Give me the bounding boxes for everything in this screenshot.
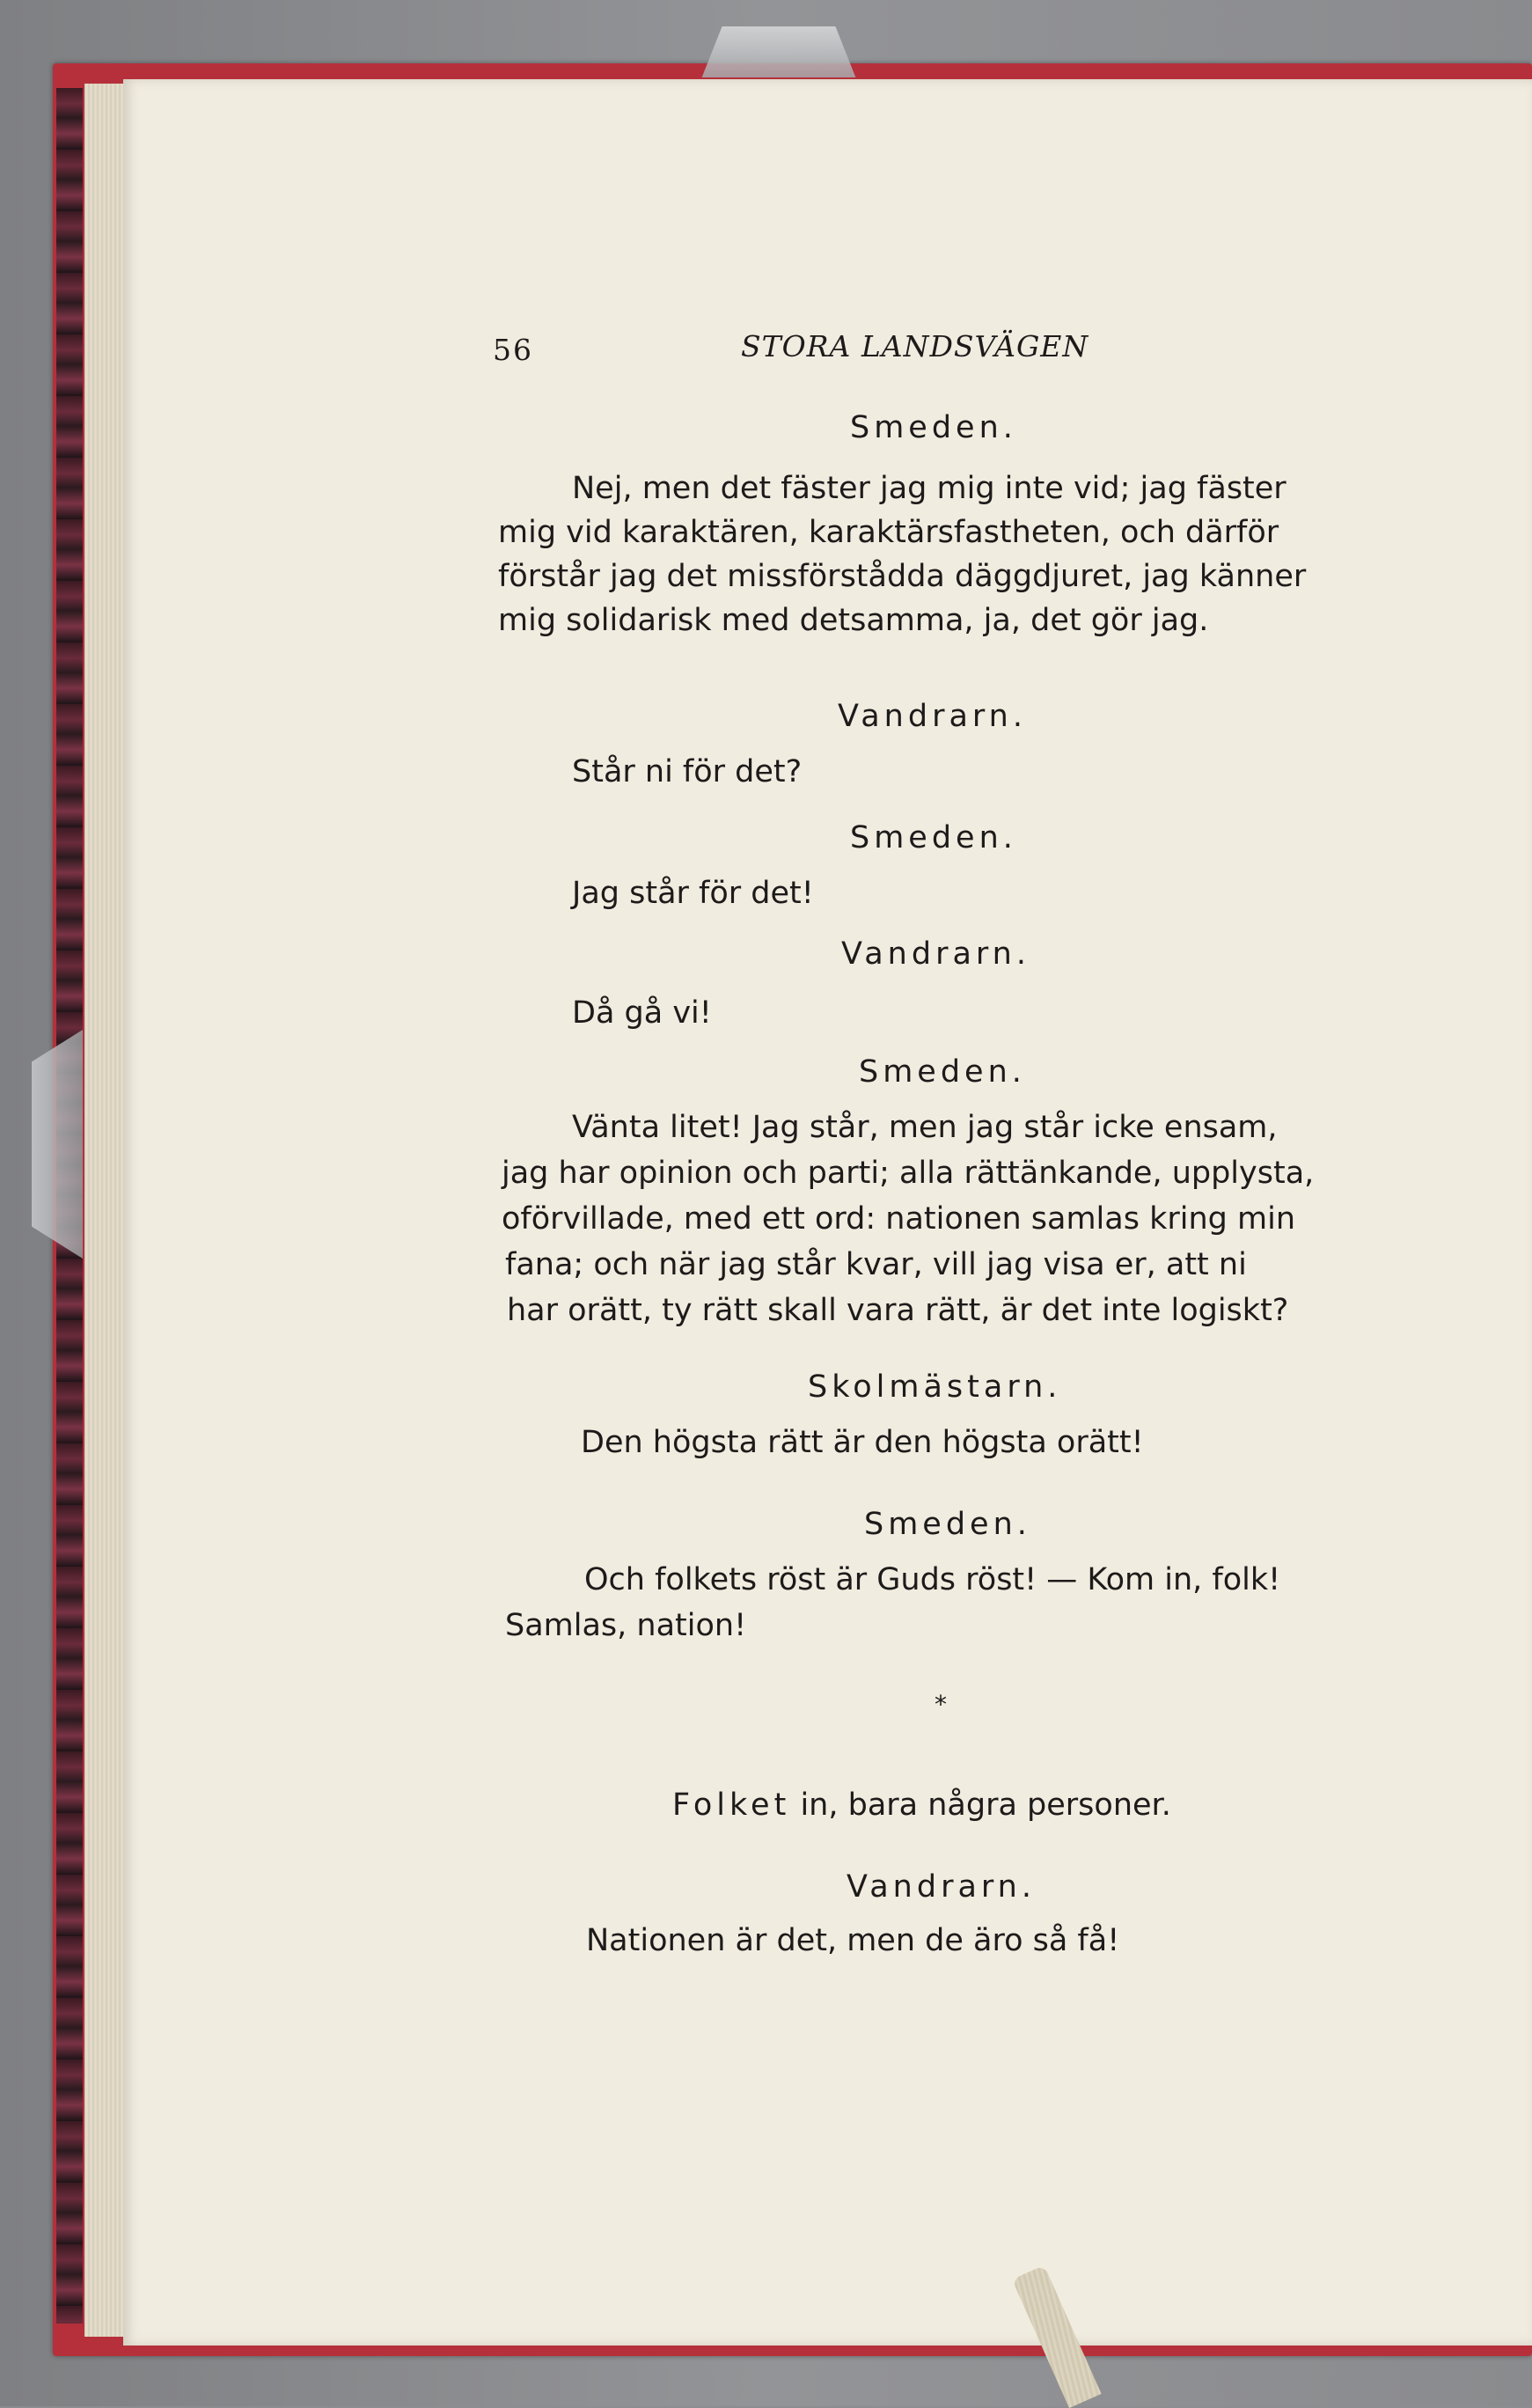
speaker-name: Vandrarn. <box>847 1869 1036 1905</box>
dialogue-line: Då gå vi! <box>572 995 712 1031</box>
speaker-name: Vandrarn. <box>841 936 1030 972</box>
dialogue-line: har orätt, ty rätt skall vara rätt, är det inte logiskt? <box>507 1293 1289 1328</box>
speaker-name: Smeden. <box>850 410 1017 445</box>
page-number: 56 <box>493 333 533 367</box>
dialogue-line: Står ni för det? <box>572 754 803 789</box>
dialogue-line: Och folkets röst är Guds röst! — Kom in, folk! <box>584 1562 1281 1597</box>
dialogue-line: Jag står för det! <box>572 876 814 911</box>
speaker-name: Smeden. <box>859 1054 1026 1090</box>
speaker-name: Skolmästarn. <box>808 1369 1062 1405</box>
dialogue-line: fana; och när jag står kvar, vill jag visa er, att ni <box>505 1247 1247 1282</box>
dialogue-line: Nej, men det fäster jag mig inte vid; jag fäster <box>572 471 1286 506</box>
dialogue-line: Samlas, nation! <box>505 1608 747 1643</box>
stage-direction-rest: in, bara några personer. <box>790 1788 1171 1823</box>
speaker-name: Vandrarn. <box>838 699 1027 734</box>
dialogue-line: Den högsta rätt är den högsta orätt! <box>581 1425 1144 1460</box>
stage-direction-spaced: Folket <box>672 1788 791 1823</box>
dialogue-line: förstår jag det missförstådda däggdjuret, jag känner <box>498 559 1307 594</box>
speaker-name: Smeden. <box>850 820 1017 855</box>
dialogue-line: mig solidarisk med detsamma, ja, det gör jag. <box>498 603 1209 638</box>
dialogue-line: oförvillade, med ett ord: nationen samlas kring min <box>502 1201 1296 1237</box>
speaker-name: Smeden. <box>864 1507 1031 1542</box>
stage-direction <box>672 1783 1171 1827</box>
dialogue-line: Vänta litet! Jag står, men jag står icke ensam, <box>572 1110 1278 1145</box>
section-separator: * <box>935 1690 947 1719</box>
page-clip-left <box>32 1030 83 1259</box>
dialogue-line: mig vid karaktären, karaktärsfastheten, och därför <box>498 515 1279 550</box>
dialogue-line: Nationen är det, men de äro så få! <box>586 1923 1120 1958</box>
dialogue-line: jag har opinion och parti; alla rättänkande, upplysta, <box>502 1156 1315 1191</box>
running-title: STORA LANDSVÄGEN <box>741 329 1089 363</box>
